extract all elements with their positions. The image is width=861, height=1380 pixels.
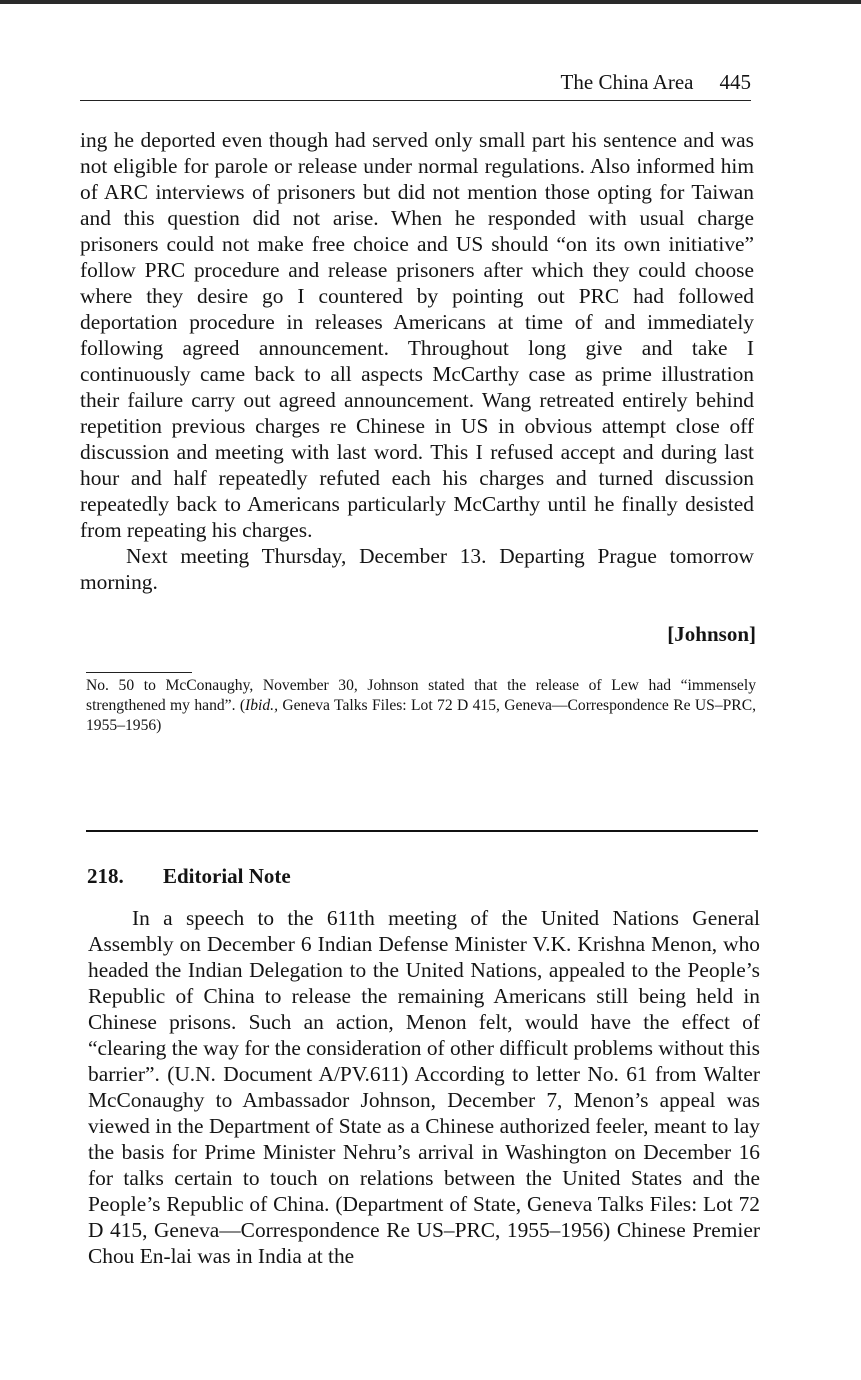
- document-body: [80, 127, 754, 595]
- editorial-note-body: [88, 905, 760, 1269]
- running-head-title: The China Area: [560, 70, 694, 94]
- section-divider: [86, 830, 758, 832]
- page-header: [80, 70, 751, 101]
- body-paragraph: Next meeting Thursday, December 13. Departing Prague tomorrow morning.: [80, 544, 754, 594]
- document-title: Editorial Note: [163, 864, 291, 888]
- footnote-rule: [86, 672, 192, 673]
- running-head: [561, 70, 751, 95]
- footnote-text-before: No. 50 to McConaughy, November 30, Johnson stated that the release of Lew had “immensely strengthened my hand”. (: [86, 677, 756, 714]
- page-top-edge: [0, 0, 861, 4]
- document-number: 218.: [87, 864, 124, 888]
- footnote-ibid: Ibid.,: [245, 697, 278, 714]
- footnote-text: [86, 676, 756, 736]
- page-number: 445: [719, 70, 751, 94]
- footnote-text-after: Geneva Talks Files: Lot 72 D 415, Geneva—Correspondence Re US–PRC, 1955–1956): [86, 697, 756, 734]
- body-paragraph: ing he deported even though had served only small part his sentence and was not eligible for parole or release under normal regulations. Also informed him of ARC interviews of prisoners but did not mention those opting for Taiwan and this question did not arise. When he responded with usual charge prisoners could not make free choice and US should “on its own initiative” follow PRC procedure and release prisoners after which they could choose where they desire go I countered by pointing out PRC had followed deportation procedure in releases Americans at time of and immediately following agreed announcement. Throughout long give and take I continuously came back to all aspects McCarthy case as prime illustration their failure carry out agreed announcement. Wang retreated entirely behind repetition previous charges re Chinese in US in obvious attempt close off discussion and meeting with last word. This I refused accept and during last hour and half repeatedly refuted each his charges and turned discussion repeatedly back to Americans particularly McCarthy until he finally desisted from repeating his charges.: [80, 128, 754, 542]
- document-heading: [87, 864, 291, 889]
- signature: [Johnson]: [667, 622, 756, 646]
- footnote: [86, 676, 756, 736]
- editorial-note-paragraph: In a speech to the 611th meeting of the United Nations General Assembly on December 6 Indian Defense Minister V.K. Krishna Menon, who headed the Indian Delegation to the United Nations, appealed to the People’s Republic of China to release the remaining Americans still being held in Chinese prisons. Such an action, Menon felt, would have the effect of “clearing the way for the consideration of other difficult problems without this barrier”. (U.N. Document A/PV.611) According to letter No. 61 from Walter McConaughy to Ambassador Johnson, December 7, Menon’s appeal was viewed in the Department of State as a Chinese authorized feeler, meant to lay the basis for Prime Minister Nehru’s arrival in Washington on December 16 for talks certain to touch on relations between the United States and the People’s Republic of China. (Department of State, Geneva Talks Files: Lot 72 D 415, Geneva—Correspondence Re US–PRC, 1955–1956) Chinese Premier Chou En-lai was in India at the: [88, 906, 760, 1268]
